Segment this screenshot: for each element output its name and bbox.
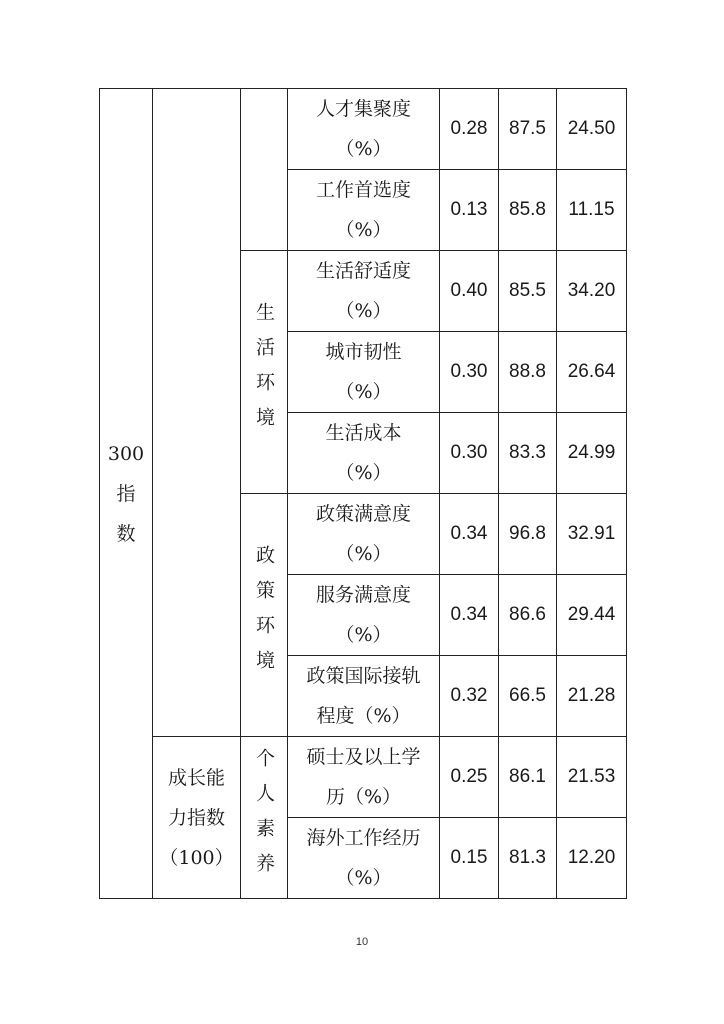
indicator-weight: 0.40 (440, 251, 499, 332)
indicator-weighted-score: 26.64 (557, 332, 627, 413)
indicator-score: 81.3 (499, 818, 557, 899)
group-personal-quality: 个人素养 (241, 737, 288, 899)
indicator-score: 86.6 (499, 575, 557, 656)
indicator-weight: 0.15 (440, 818, 499, 899)
group-growth-capability (153, 737, 241, 899)
indicator-score: 96.8 (499, 494, 557, 575)
indicator-weighted-score: 34.20 (557, 251, 627, 332)
indicator-name: 人才集聚度 （%） (288, 89, 440, 170)
indicator-name: 政策满意度 （%） (288, 494, 440, 575)
indicator-score: 85.5 (499, 251, 557, 332)
indicator-name: 生活舒适度 （%） (288, 251, 440, 332)
growth-label-line-3: （100） (159, 846, 234, 869)
indicator-weighted-score: 29.44 (557, 575, 627, 656)
indicator-score: 88.8 (499, 332, 557, 413)
indicator-name: 政策国际接轨 程度（%） (288, 656, 440, 737)
blank-subcategory-cell (241, 89, 288, 251)
indicator-weighted-score: 24.50 (557, 89, 627, 170)
indicator-score: 87.5 (499, 89, 557, 170)
indicator-weight: 0.34 (440, 494, 499, 575)
index-300-char-2: 数 (116, 522, 136, 545)
indicator-name: 硕士及以上学 历（%） (288, 737, 440, 818)
blank-category-cell (153, 89, 241, 737)
indicator-score: 83.3 (499, 413, 557, 494)
indicator-weight: 0.28 (440, 89, 499, 170)
indicator-weighted-score: 24.99 (557, 413, 627, 494)
indicator-weighted-score: 32.91 (557, 494, 627, 575)
index-300-char-1: 指 (116, 482, 136, 505)
indicator-score: 86.1 (499, 737, 557, 818)
indicator-weight: 0.13 (440, 170, 499, 251)
indicator-weighted-score: 21.28 (557, 656, 627, 737)
indicator-weight: 0.30 (440, 332, 499, 413)
index-300-number: 300 (107, 442, 145, 465)
indicator-name: 工作首选度 （%） (288, 170, 440, 251)
group-policy-environment: 政策环境 (241, 494, 288, 737)
index-300-label (100, 89, 153, 899)
indicator-score: 85.8 (499, 170, 557, 251)
indicator-name: 城市韧性 （%） (288, 332, 440, 413)
indicator-table (99, 88, 627, 899)
growth-label-line-2: 力指数 (167, 806, 225, 829)
group-living-environment: 生活环境 (241, 251, 288, 494)
indicator-name: 生活成本 （%） (288, 413, 440, 494)
indicator-weighted-score: 12.20 (557, 818, 627, 899)
growth-label-line-1: 成长能 (167, 766, 225, 789)
indicator-weighted-score: 11.15 (557, 170, 627, 251)
indicator-weight: 0.32 (440, 656, 499, 737)
indicator-weight: 0.30 (440, 413, 499, 494)
indicator-weighted-score: 21.53 (557, 737, 627, 818)
indicator-weight: 0.34 (440, 575, 499, 656)
indicator-name: 服务满意度 （%） (288, 575, 440, 656)
page-number: 10 (355, 936, 369, 948)
indicator-weight: 0.25 (440, 737, 499, 818)
indicator-name: 海外工作经历 （%） (288, 818, 440, 899)
indicator-score: 66.5 (499, 656, 557, 737)
